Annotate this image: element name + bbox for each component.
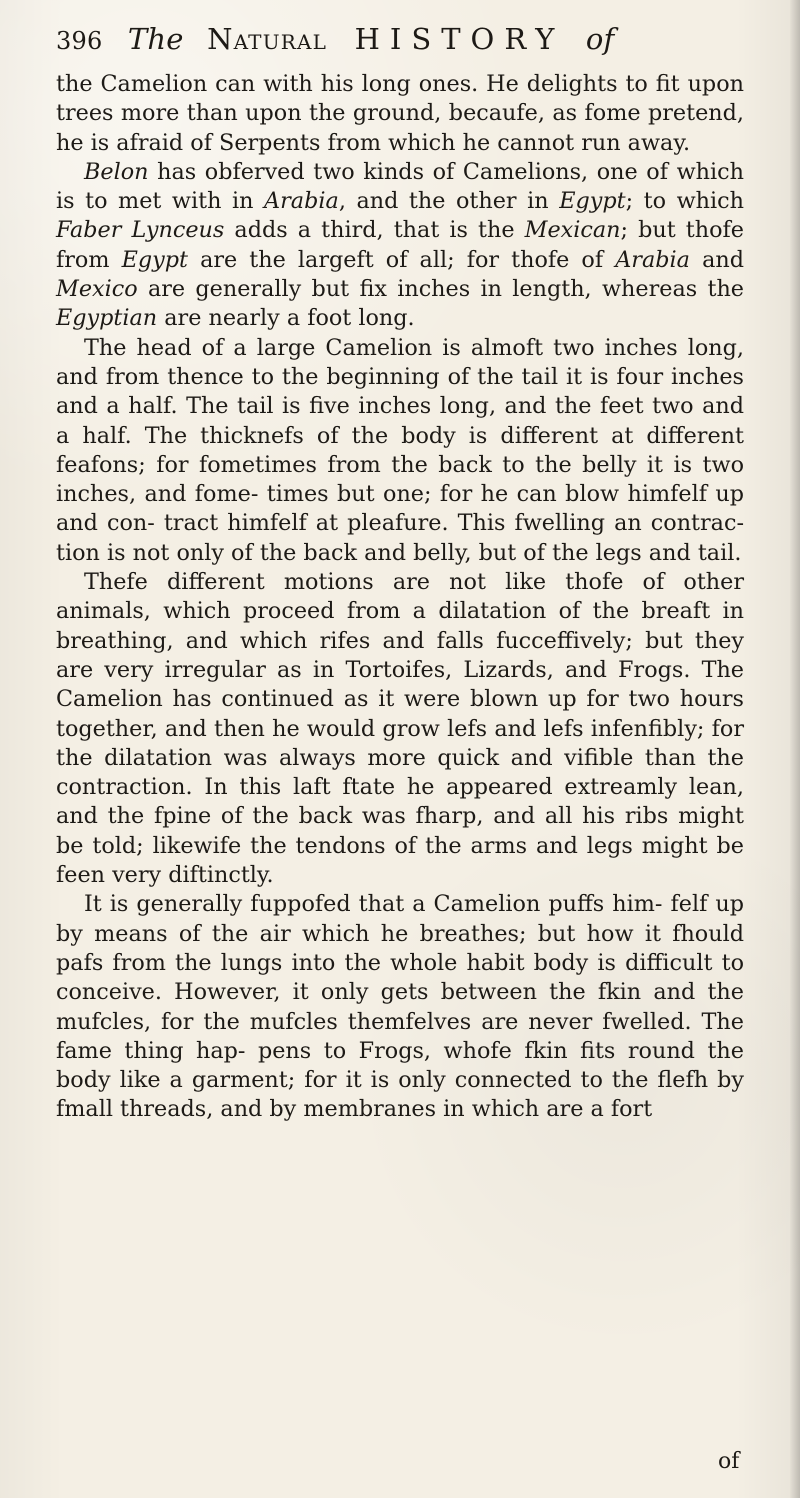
paragraph-1: the Camelion can with his long ones. He delights to fit upon trees more than upon the ground, becaufe, as fome pretend, he is afraid of Serpents from which he cannot run away.	[56, 71, 744, 156]
paragraph-2-run-6: ; to which	[625, 188, 744, 215]
paragraph-2-run-3: Arabia	[264, 188, 339, 215]
running-head	[56, 22, 746, 64]
page-number: 396	[56, 27, 103, 55]
paragraph-4: Thefe different motions are not like thofe of other animals, which proceed from a dilatation of the breaft in breathing, and which rifes and falls fucceffively; but they are very irregular as in Tortoifes, Lizards, and Frogs. The Camelion has continued as it were blown up for two hours together, and then he would grow lefs and lefs infenfibly; for the dilatation was always more quick and vifible than the contraction. In this laft ftate he appeared extreamly lean, and the fpine of the back was fharp, and all his ribs might be told; likewife the tendons of the arms and legs might be feen very diftinctly.	[56, 569, 744, 889]
paragraph-5: It is generally fuppofed that a Camelion puffs him- felf up by means of the air which he breathes; but how it fhould pafs from the lungs into the whole habit body is difficult to conceive. However, it only gets between the fkin and the mufcles, for the mufcles themfelves are never fwelled. The fame thing hap- pens to Frogs, whofe fkin fits round the body like a garment; for it is only connected to the flefh by fmall threads, and by membranes in which are a fort	[56, 891, 744, 1123]
paragraph-2-run-15: Mexico	[56, 276, 138, 303]
paragraph-2-run-14: and	[689, 246, 744, 273]
paragraph-3: The head of a large Camelion is almoft two inches long, and from thence to the beginning of the tail it is four inches and a half. The tail is five inches long, and the feet two and a half. The thicknefs of the body is different at different feafons; for fometimes from the back to the belly it is two inches, and fome- times but one; for he can blow himfelf up and con- tract himfelf at pleafure. This fwelling an contrac- tion is not only of the back and belly, but of the legs and tail.	[56, 334, 744, 566]
paragraph-2-run-18: are nearly a foot long.	[157, 305, 415, 332]
page-body-text	[56, 70, 744, 1125]
paragraph-2-run-4: , and the other in	[338, 188, 560, 215]
running-head-the: The	[127, 22, 184, 56]
paragraph-2-run-9: Mexican	[524, 217, 621, 244]
catchword: of	[718, 1449, 740, 1474]
paragraph-2-run-5: Egypt	[559, 188, 626, 215]
running-head-natural: Natural	[207, 22, 328, 56]
paragraph-2-run-8: adds a third, that is the	[224, 217, 525, 244]
paragraph-2	[56, 158, 744, 334]
paragraph-2-run-16: are generally but fix inches in length, whereas the	[137, 276, 744, 303]
paragraph-2-run-17: Egyptian	[56, 305, 158, 332]
paragraph-2-run-11: Egypt	[121, 246, 188, 273]
running-head-of: of	[585, 22, 615, 56]
running-head-history: HISTORY	[354, 22, 565, 56]
paragraph-2-run-13: Arabia	[615, 246, 690, 273]
paragraph-2-run-1: Belon	[84, 158, 149, 185]
paragraph-2-run-12: are the largeft of all; for thofe of	[187, 246, 616, 273]
paragraph-2-run-7: Faber Lynceus	[56, 217, 225, 244]
paragraph-2-run-10: ; but thofe from	[56, 217, 744, 273]
paragraph-2-run-2: has obferved two kinds of Camelions, one of which is to met with in	[56, 158, 744, 215]
